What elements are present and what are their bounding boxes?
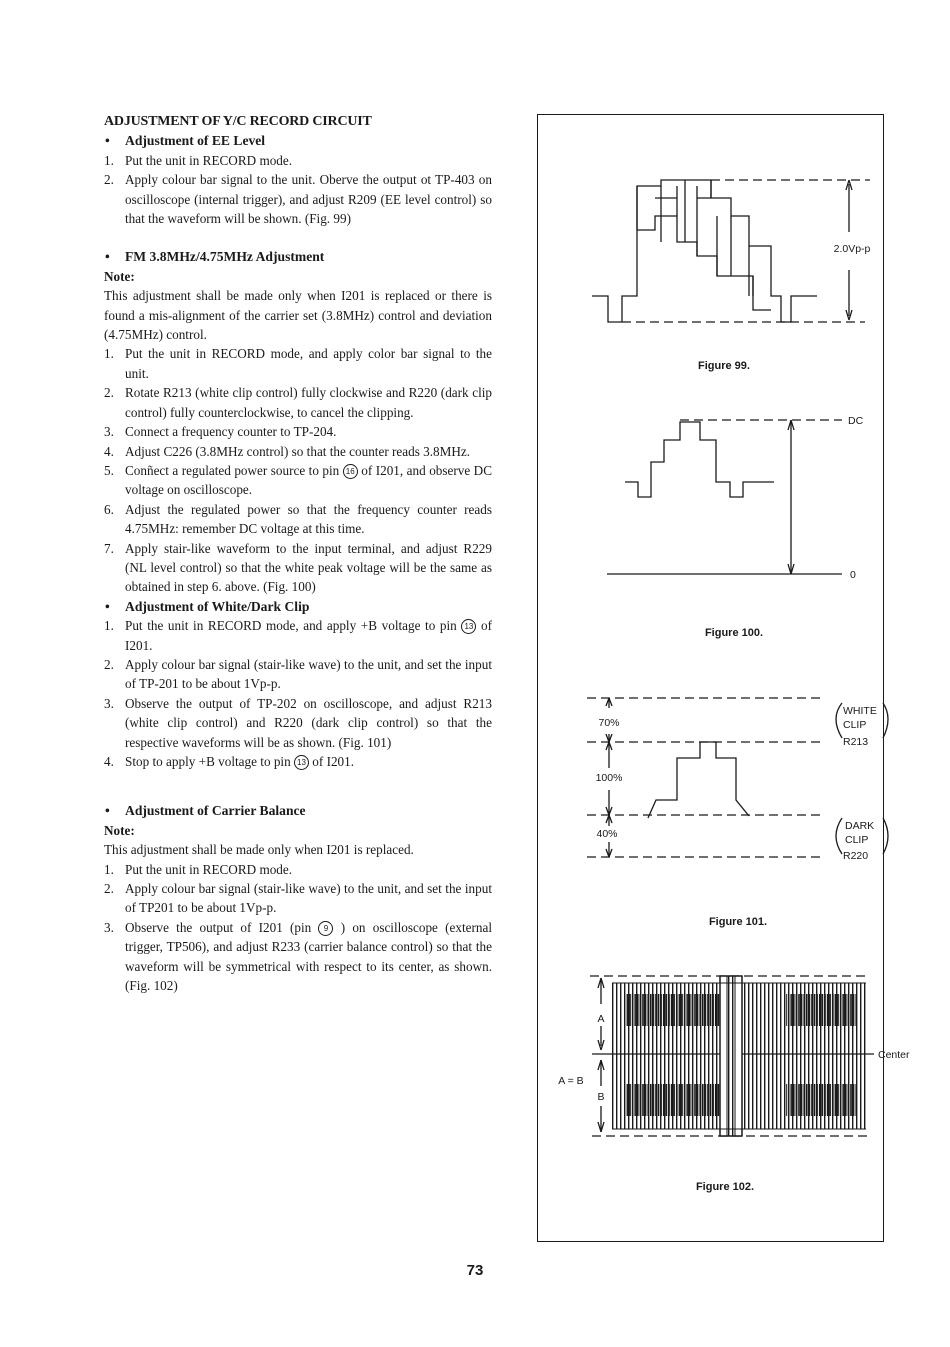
step-text: ) on oscilloscope (external trigger, TP506), and adjust R233 (carrier balance control) so that the waveform will be symmetrical with respect to its center, as shown. (Fig. 102) xyxy=(125,919,492,994)
step-text: Connect a frequency counter to TP-204. xyxy=(125,424,337,440)
pin-number-circle: 9 xyxy=(318,921,333,936)
bullet: • xyxy=(105,249,110,265)
b-label: B xyxy=(597,1091,605,1103)
a-label: A xyxy=(597,1013,605,1025)
step-number: 6. xyxy=(104,501,114,517)
step-number: 1. xyxy=(104,861,114,877)
step-text: of I201, and observe DC voltage on oscilloscope. xyxy=(125,462,493,498)
figure-102-waveform xyxy=(558,976,910,1136)
step-number: 7. xyxy=(104,540,114,556)
dark-clip-word-dark: DARK xyxy=(845,820,875,832)
heading-text: FM 3.8MHz/4.75MHz Adjustment xyxy=(125,249,325,265)
step-number: 1. xyxy=(104,346,114,362)
figure-102-caption: Figure 102. xyxy=(695,1181,755,1193)
step-number: 2. xyxy=(104,172,114,188)
a-equals-b-label: A = B xyxy=(558,1075,584,1087)
white-clip-control: R213 xyxy=(843,736,869,748)
bullet: • xyxy=(105,133,110,149)
note-label: Note: xyxy=(104,268,135,284)
step-number: 3. xyxy=(104,919,114,935)
white-clip-word-clip: CLIP xyxy=(843,719,867,731)
percent-70-label: 70% xyxy=(598,717,620,729)
step-number: 1. xyxy=(104,152,114,168)
step-text: Rotate R213 (white clip control) fully clockwise and R220 (dark clip control) fully counterclockwise, to cancel the clipping. xyxy=(125,385,492,420)
step-number: 4. xyxy=(104,754,114,769)
figure-99-waveform xyxy=(592,180,871,322)
white-clip-word-white: WHITE xyxy=(843,705,877,717)
pin-number-circle: 16 xyxy=(343,464,358,479)
figure-101-waveform xyxy=(587,698,888,862)
zero-label: 0 xyxy=(850,569,856,581)
step-number: 2. xyxy=(104,881,114,897)
step-text: Put the unit in RECORD mode, and apply +B voltage to pin xyxy=(125,618,462,634)
step-text: Observe the output of I201 (pin xyxy=(125,919,319,935)
heading-text: Adjustment of EE Level xyxy=(125,133,266,149)
dark-clip-word-clip: CLIP xyxy=(845,834,869,846)
step-number: 5. xyxy=(104,462,114,478)
percent-100-label: 100% xyxy=(595,772,623,784)
step-text: Conñect a regulated power source to pin xyxy=(125,462,343,478)
step-text: Put the unit in RECORD mode. xyxy=(125,152,293,168)
heading-text: Adjustment of Carrier Balance xyxy=(125,803,306,819)
step-text: Adjust C226 (3.8MHz control) so that the counter reads 3.8MHz. xyxy=(125,443,471,459)
page-title: ADJUSTMENT OF Y/C RECORD CIRCUIT xyxy=(104,114,372,129)
step-text: Apply stair-like waveform to the input terminal, and adjust R229 (NL level control) so that the white peak voltage will be the same as obtained in step 6. above. (Fig. 100) xyxy=(125,540,492,595)
pin-number-circle: 13 xyxy=(294,755,309,770)
figure-101-caption: Figure 101. xyxy=(708,916,768,928)
step-number: 4. xyxy=(104,443,114,459)
step-text: Put the unit in RECORD mode. xyxy=(125,861,293,877)
amplitude-label: 2.0Vp-p xyxy=(833,243,871,255)
step-text: Apply colour bar signal (stair-like wave) to the unit, and set the input of TP201 to be about 1Vp-p. xyxy=(125,881,492,916)
step-number: 1. xyxy=(104,618,114,634)
percent-40-label: 40% xyxy=(596,828,618,840)
bullet: • xyxy=(105,803,110,819)
note-text: This adjustment shall be made only when I201 is replaced or there is found a mis-alignment of the carrier set (3.8MHz) control and deviation (4.75MHz) control. xyxy=(104,288,492,343)
step-number: 3. xyxy=(104,695,114,711)
step-number: 3. xyxy=(104,424,114,440)
step-text: Observe the output of TP-202 on oscilloscope, and adjust R213 (white clip control) and R220 (dark clip control) so that the respective waveforms will be as shown. (Fig. 101) xyxy=(125,695,492,750)
bullet: • xyxy=(105,598,110,614)
note-label: Note: xyxy=(104,822,135,838)
step-text: of I201. xyxy=(125,618,492,653)
step-text: Put the unit in RECORD mode, and apply color bar signal to the unit. xyxy=(125,346,492,381)
note-text: This adjustment shall be made only when I201 is replaced. xyxy=(104,842,414,858)
figure-100-caption: Figure 100. xyxy=(704,627,764,639)
figure-100-waveform xyxy=(607,415,864,581)
step-text: Adjust the regulated power so that the frequency counter reads 4.75MHz: remember DC voltage at this time. xyxy=(125,501,492,537)
step-text: Stop to apply +B voltage to pin xyxy=(125,754,294,769)
page-number: 73 xyxy=(466,1262,484,1279)
step-text: of I201. xyxy=(308,754,355,769)
dark-clip-control: R220 xyxy=(843,850,869,862)
dc-label: DC xyxy=(848,415,864,427)
pin-number-circle: 13 xyxy=(461,619,476,634)
step-text: Apply colour bar signal (stair-like wave) to the unit, and set the input of TP-201 to be about 1Vp-p. xyxy=(125,656,492,692)
figure-99-caption: Figure 99. xyxy=(698,360,750,372)
step-number: 2. xyxy=(104,656,114,672)
center-label: Center xyxy=(878,1049,910,1061)
heading-text: Adjustment of White/Dark Clip xyxy=(125,598,310,614)
step-number: 2. xyxy=(104,385,114,401)
step-text: Apply colour bar signal to the unit. Oberve the output ot TP-403 on oscilloscope (internal trigger), and adjust R209 (EE level control) so that the waveform will be shown. (Fig. 99) xyxy=(125,172,492,227)
